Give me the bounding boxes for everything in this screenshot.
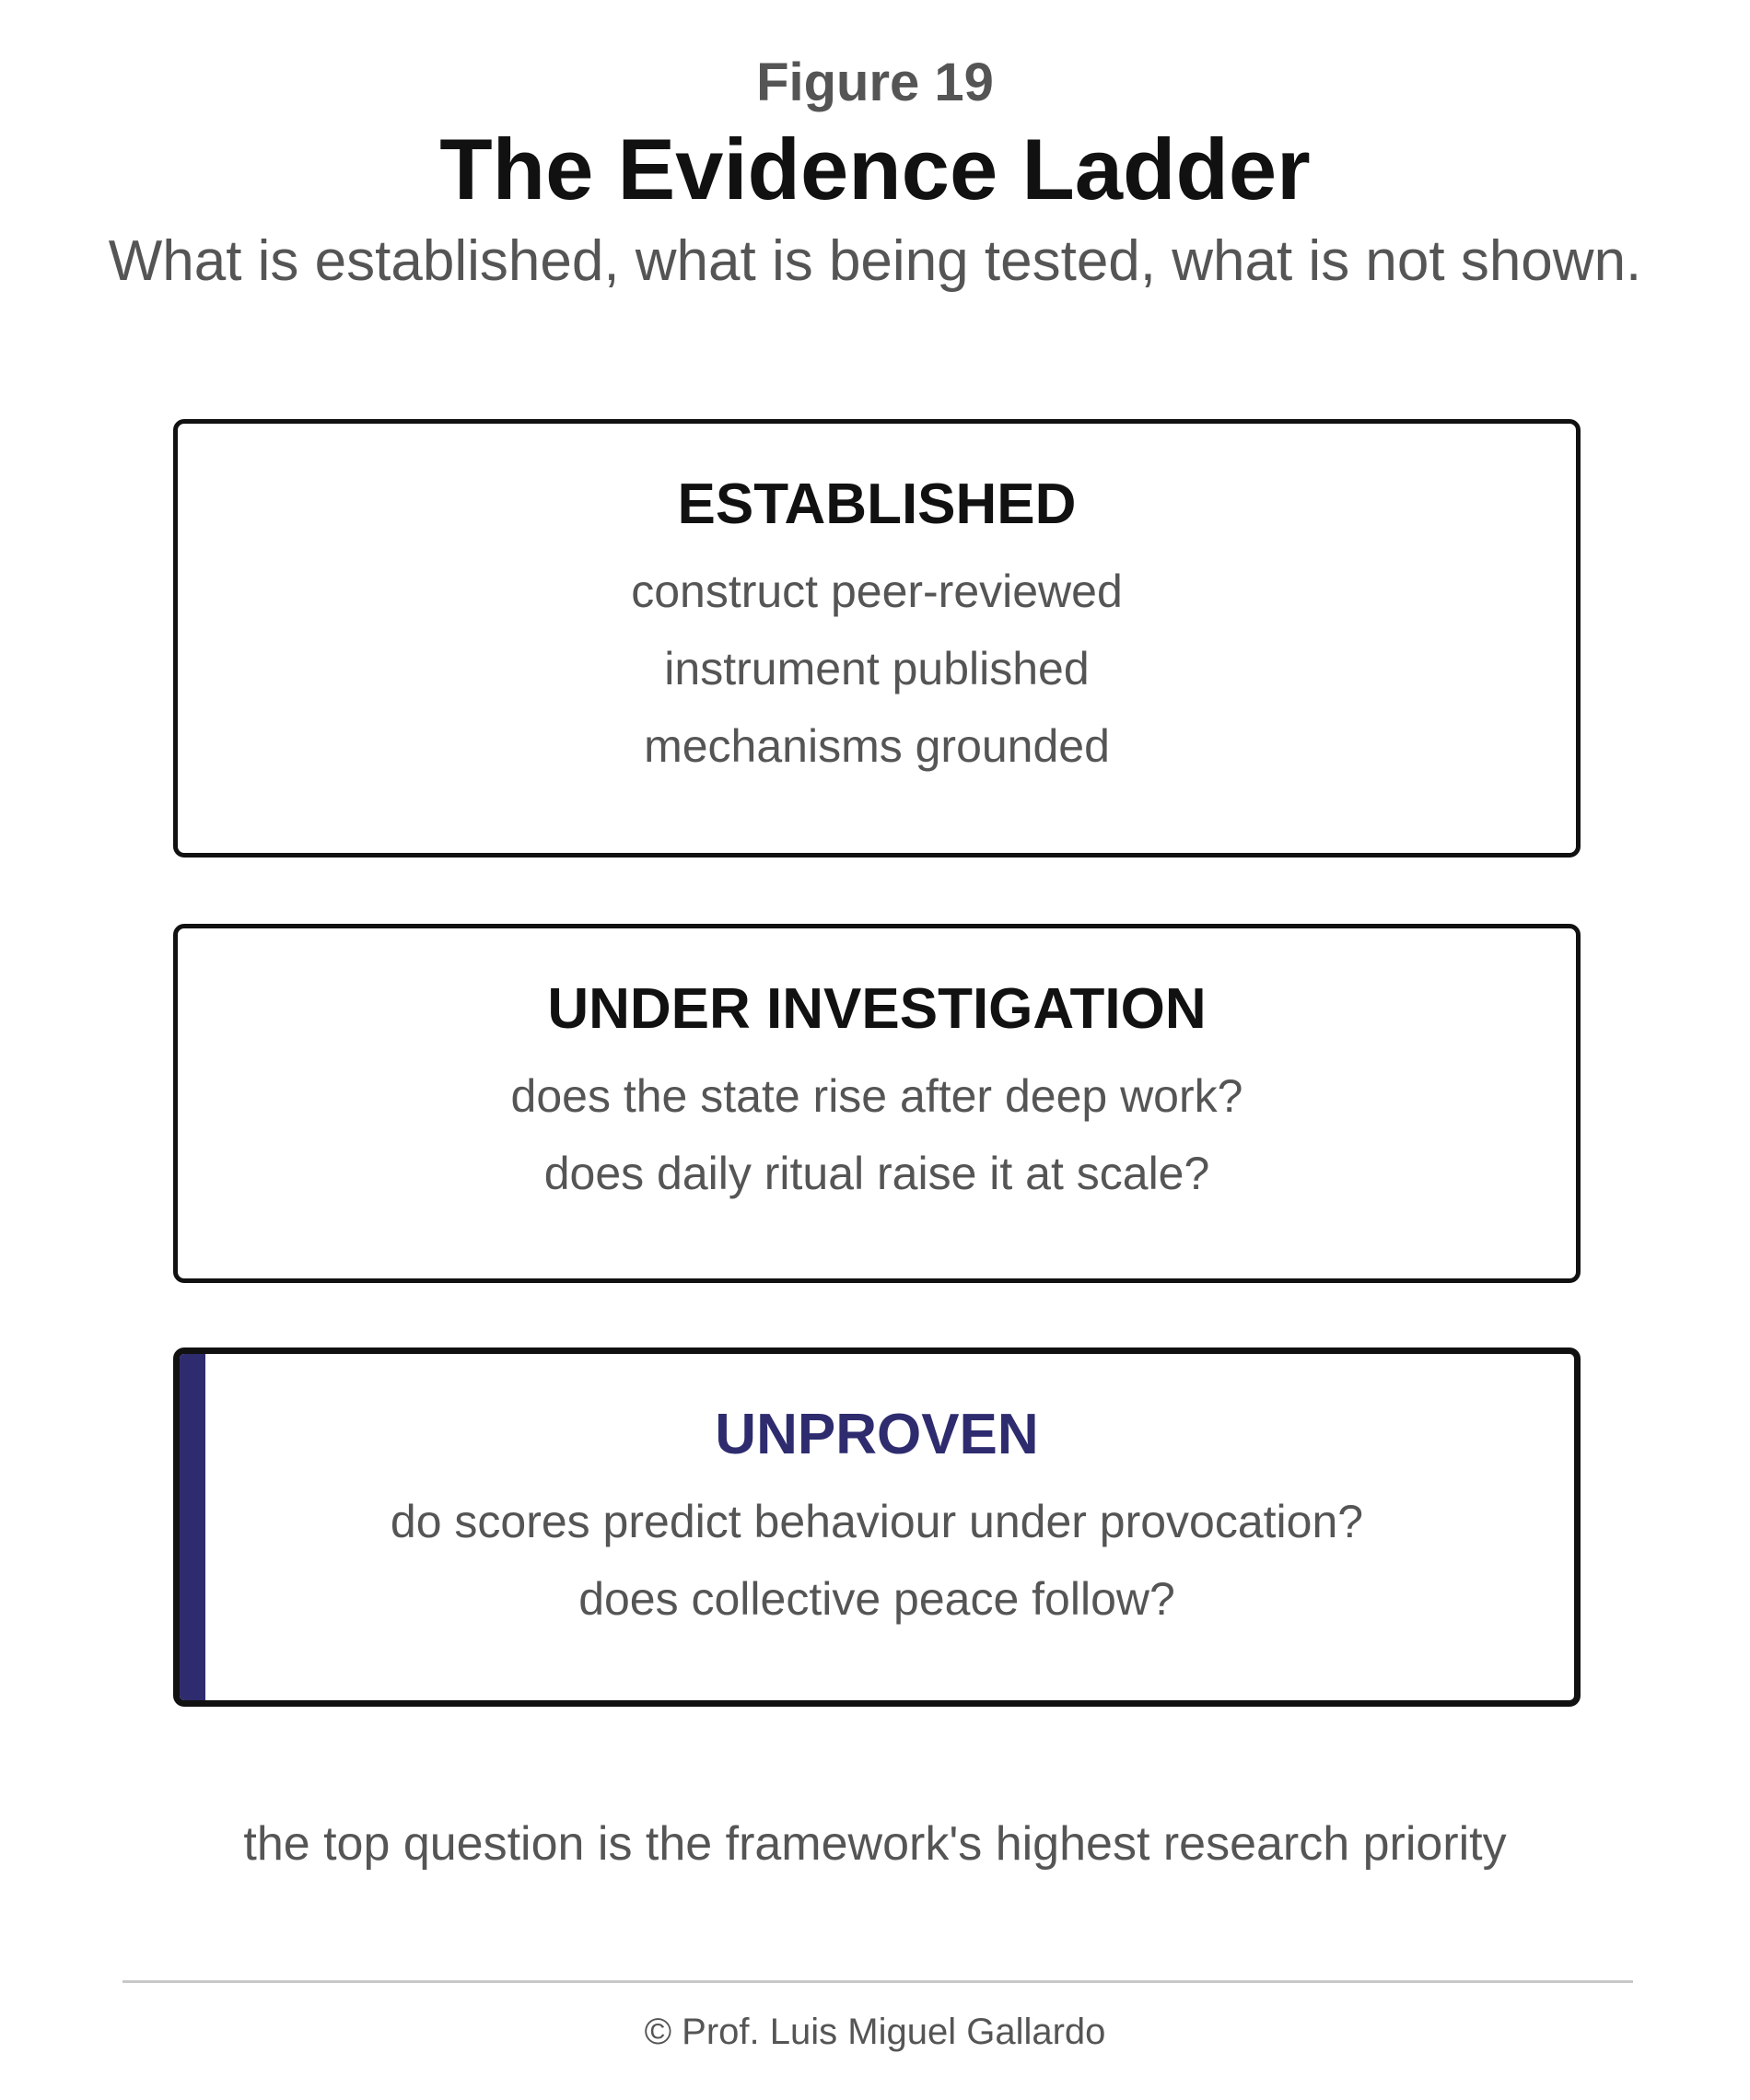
- page-title: The Evidence Ladder: [439, 121, 1311, 217]
- copyright: © Prof. Luis Miguel Gallardo: [644, 2012, 1106, 2052]
- priority-note: the top question is the framework's highest research priority: [243, 1817, 1507, 1871]
- tier-item: does the state rise after deep work?: [510, 1070, 1243, 1122]
- tier-title: UNDER INVESTIGATION: [547, 977, 1207, 1041]
- tier-established-box: [173, 419, 1581, 858]
- tier-title: ESTABLISHED: [677, 472, 1077, 536]
- figure-label: Figure 19: [756, 52, 994, 112]
- tier-item: does collective peace follow?: [578, 1573, 1175, 1625]
- tier-item: instrument published: [664, 643, 1090, 694]
- subtitle: What is established, what is being tested, what is not shown.: [108, 229, 1642, 293]
- tier-item: construct peer-reviewed: [631, 566, 1123, 617]
- tier-title: UNPROVEN: [715, 1403, 1039, 1466]
- tier-item: mechanisms grounded: [644, 720, 1110, 772]
- tier-item: does daily ritual raise it at scale?: [543, 1148, 1210, 1199]
- tier-under-investigation-box: [173, 924, 1581, 1283]
- divider: [122, 1980, 1633, 1983]
- tier-item: do scores predict behaviour under provocation?: [390, 1496, 1364, 1547]
- tier-unproven-box: [173, 1348, 1581, 1707]
